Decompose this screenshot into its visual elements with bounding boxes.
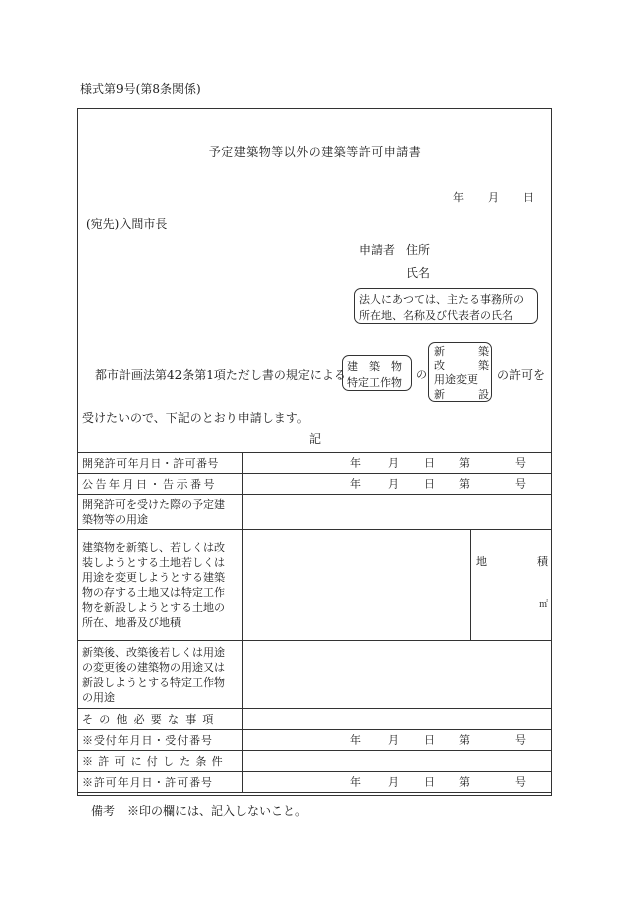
application-table <box>77 452 552 793</box>
year-label: 年 <box>350 477 361 491</box>
go-label: 号 <box>515 477 526 491</box>
table-row <box>78 772 552 793</box>
option-rebuild-a: 改 <box>434 359 445 372</box>
corporation-note-line2: 所在地、名称及び代表者の氏名 <box>359 309 513 322</box>
planned-use-field[interactable] <box>243 495 552 530</box>
table-row <box>78 530 552 641</box>
date-month: 月 <box>488 191 499 204</box>
notice-date-field[interactable] <box>243 474 552 495</box>
option-rebuild-b: 築 <box>478 359 489 372</box>
use-after-label-3: 新設しようとする特定工作物 <box>82 675 225 689</box>
location-label-6: 所在、地番及び地積 <box>82 616 181 629</box>
table-row <box>78 751 552 772</box>
table-row <box>78 730 552 751</box>
dai-label: 第 <box>459 477 470 491</box>
date-year: 年 <box>453 191 464 204</box>
location-label-3: 用途を変更しようとする建築 <box>82 571 225 584</box>
day-label: 日 <box>424 733 435 747</box>
permit-date-label: ※許可年月日・許可番号 <box>82 775 213 789</box>
option-new-build-b: 築 <box>478 345 489 358</box>
option-building: 建 築 物 <box>347 360 402 373</box>
planned-use-label-2: 築物等の用途 <box>82 513 148 526</box>
other-matters-label: その他必要な事項 <box>82 712 220 726</box>
receipt-date-label: ※受付年月日・受付番号 <box>82 733 213 747</box>
location-label-2: 装しようとする土地若しくは <box>82 556 225 569</box>
month-label: 月 <box>388 477 399 491</box>
year-label: 年 <box>350 456 361 470</box>
applicant-name-label: 氏名 <box>406 266 431 280</box>
option-new-install-a: 新 <box>434 388 445 401</box>
go-label: 号 <box>515 775 526 789</box>
request-suffix: の許可を <box>497 368 546 382</box>
dev-permit-date-field[interactable] <box>243 453 552 474</box>
option-new-build-a: 新 <box>434 345 445 358</box>
request-line2: 受けたいので、下記のとおり申請します。 <box>82 411 309 425</box>
area-unit: ㎡ <box>539 600 549 610</box>
table-row <box>78 474 552 495</box>
area-label-b: 積 <box>537 555 548 568</box>
use-after-label-4: の用途 <box>82 690 115 704</box>
location-label-4: 物の存する土地又は特定工作 <box>82 586 225 599</box>
dai-label: 第 <box>459 775 470 789</box>
form-number: 様式第9号(第8条関係) <box>80 82 201 96</box>
corporation-note-line1: 法人にあつては、主たる事務所の <box>359 293 524 306</box>
other-matters-field[interactable] <box>243 709 552 730</box>
footer-remark: 備考 ※印の欄には、記入しないこと。 <box>91 804 308 818</box>
request-prefix: 都市計画法第42条第1項ただし書の規定による <box>95 368 346 382</box>
use-after-label-2: の変更後の建築物の用途又は <box>82 660 225 674</box>
table-row <box>78 709 552 730</box>
notice-date-label: 公告年月日・告示番号 <box>82 477 217 491</box>
go-label: 号 <box>515 456 526 470</box>
addressee: (宛先)入間市長 <box>86 217 168 231</box>
receipt-date-field[interactable] <box>243 730 552 751</box>
dev-permit-date-label: 開発許可年月日・許可番号 <box>82 456 219 470</box>
location-label-5: 物を新設しようとする土地の <box>82 601 225 614</box>
conditions-field[interactable] <box>243 751 552 772</box>
conditions-label: ※許可に付した条件 <box>82 754 228 768</box>
particle-no: の <box>416 368 427 381</box>
dai-label: 第 <box>459 733 470 747</box>
area-label-a: 地 <box>476 555 487 568</box>
year-label: 年 <box>350 775 361 789</box>
planned-use-label-1: 開発許可を受けた際の予定建 <box>82 498 225 511</box>
day-label: 日 <box>424 775 435 789</box>
month-label: 月 <box>388 775 399 789</box>
dai-label: 第 <box>459 456 470 470</box>
table-row <box>78 495 552 530</box>
option-specified-structure: 特定工作物 <box>347 376 402 389</box>
date-day: 日 <box>523 191 534 204</box>
day-label: 日 <box>424 477 435 491</box>
option-new-install-b: 設 <box>478 388 489 401</box>
location-field[interactable] <box>243 530 471 640</box>
table-row <box>78 453 552 474</box>
year-label: 年 <box>350 733 361 747</box>
area-field[interactable] <box>471 530 551 640</box>
day-label: 日 <box>424 456 435 470</box>
go-label: 号 <box>515 733 526 747</box>
permit-date-field[interactable] <box>243 772 552 793</box>
table-row <box>78 641 552 709</box>
ki-mark: 記 <box>309 432 322 446</box>
month-label: 月 <box>388 456 399 470</box>
option-use-change: 用途変更 <box>434 373 478 386</box>
applicant-address-label: 住所 <box>406 243 431 257</box>
use-after-label-1: 新築後、改築後若しくは用途 <box>82 645 225 659</box>
location-label-1: 建築物を新築し、若しくは改 <box>82 541 225 554</box>
month-label: 月 <box>388 733 399 747</box>
use-after-field[interactable] <box>243 641 552 709</box>
applicant-label: 申請者 <box>359 243 396 257</box>
form-title: 予定建築物等以外の建築等許可申請書 <box>208 145 422 159</box>
